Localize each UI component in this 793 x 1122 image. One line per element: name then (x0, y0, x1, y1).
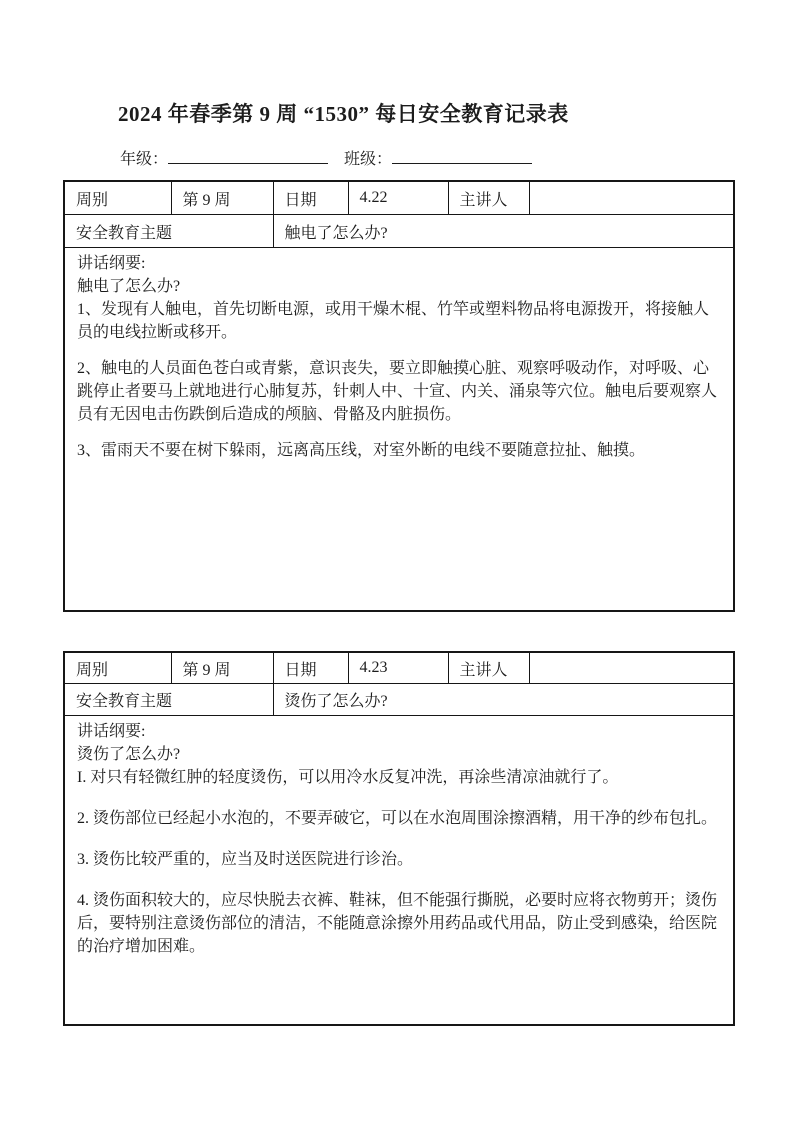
week-label-cell: 周别 (64, 181, 171, 215)
date-value-cell: 4.23 (348, 652, 448, 684)
outline-point: 3、雷雨天不要在树下躲雨，远离高压线，对室外断的电线不要随意拉扯、触摸。 (77, 442, 646, 459)
grade-class-row (120, 146, 532, 169)
outline-title: 烫伤了怎么办? (77, 746, 181, 763)
class-blank-field[interactable] (392, 148, 532, 164)
outline-point: 2. 烫伤部位已经起小水泡的，不要弄破它，可以在水泡周围涂擦酒精，用干净的纱布包扎。 (77, 810, 718, 827)
date-label-cell: 日期 (273, 652, 348, 684)
speaker-value-cell[interactable] (529, 652, 734, 684)
week-label-cell: 周别 (64, 652, 171, 684)
date-value-cell: 4.22 (348, 181, 448, 215)
date-label-cell: 日期 (273, 181, 348, 215)
session-table-1 (63, 180, 735, 612)
grade-blank-field[interactable] (168, 148, 328, 164)
week-value-cell: 第 9 周 (171, 181, 273, 215)
outline-point: 4. 烫伤面积较大的，应尽快脱去衣裤、鞋袜，但不能强行撕脱，必要时应将衣物剪开；烫伤后，要特别注意烫伤部位的清洁，不能随意涂擦外用药品或代用品，防止受到感染，给医院的治疗增加困难。 (77, 892, 718, 955)
table-row (64, 248, 734, 612)
document-title: 2024 年春季第 9 周 “1530” 每日安全教育记录表 (118, 102, 569, 126)
table-row (64, 181, 734, 215)
speaker-label-cell: 主讲人 (448, 181, 529, 215)
topic-label-cell: 安全教育主题 (64, 684, 273, 716)
topic-value-cell: 触电了怎么办? (273, 215, 734, 248)
grade-label: 年级： (120, 151, 169, 168)
week-value-cell: 第 9 周 (171, 652, 273, 684)
table-row (64, 652, 734, 684)
table-row (64, 716, 734, 1026)
outline-point: I. 对只有轻微红肿的轻度烫伤，可以用冷水反复冲洗，再涂些清凉油就行了。 (77, 769, 619, 786)
topic-value-cell: 烫伤了怎么办? (273, 684, 734, 716)
table-row (64, 215, 734, 248)
outline-content-cell (64, 248, 734, 612)
topic-label-cell: 安全教育主题 (64, 215, 273, 248)
table-row (64, 684, 734, 716)
class-label: 班级： (344, 151, 393, 168)
outline-content-cell (64, 716, 734, 1026)
outline-point: 1、发现有人触电，首先切断电源，或用干燥木棍、竹竿或塑料物品将电源拨开，将接触人员的电线拉断或移开。 (77, 301, 710, 341)
outline-point: 3. 烫伤比较严重的，应当及时送医院进行诊治。 (77, 851, 414, 868)
speaker-value-cell[interactable] (529, 181, 734, 215)
outline-title: 触电了怎么办? (77, 278, 181, 295)
outline-label: 讲话纲要: (77, 255, 146, 272)
session-table-2 (63, 651, 735, 1026)
outline-label: 讲话纲要: (77, 723, 146, 740)
speaker-label-cell: 主讲人 (448, 652, 529, 684)
outline-point: 2、触电的人员面色苍白或青紫，意识丧失，要立即触摸心脏、观察呼吸动作，对呼吸、心跳停止者要马上就地进行心肺复苏，针刺人中、十宣、内关、涌泉等穴位。触电后要观察人员有无因电击伤跌倒后造成的颅脑、骨骼及内脏损伤。 (77, 360, 718, 423)
